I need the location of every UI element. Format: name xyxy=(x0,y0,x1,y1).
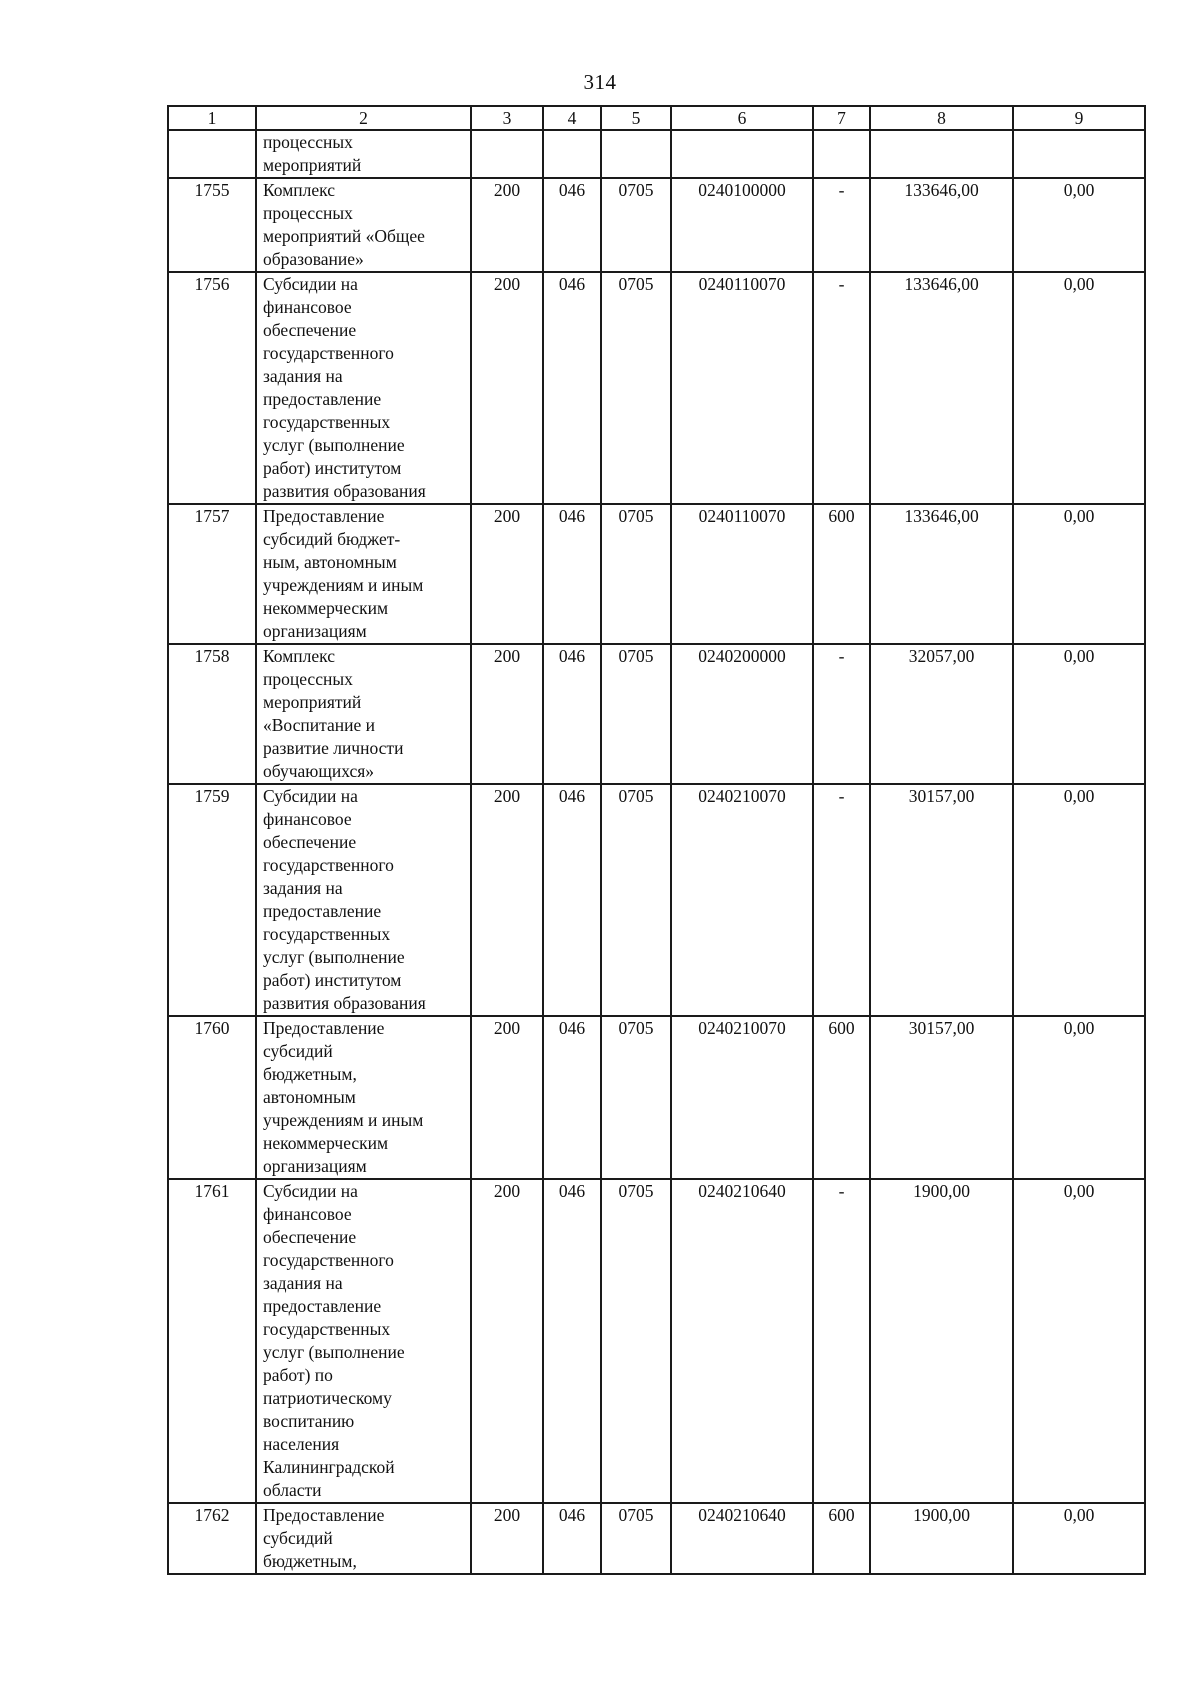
ministry-code-cell: 200 xyxy=(471,784,543,1016)
header-cell: 7 xyxy=(813,106,870,130)
item-name-line: мероприятий xyxy=(263,692,362,712)
item-name-line: работ) по xyxy=(263,1365,333,1385)
header-cell: 8 xyxy=(870,106,1013,130)
target-article-cell: 0240110070 xyxy=(671,504,813,644)
target-article-cell xyxy=(671,130,813,178)
amount-second-cell: 0,00 xyxy=(1013,644,1145,784)
item-name-line: государственного xyxy=(263,855,394,875)
subsection-code-cell: 0705 xyxy=(601,272,671,504)
item-name-line: процессных xyxy=(263,203,353,223)
subsection-code-cell xyxy=(601,130,671,178)
item-name-line: некоммерческим xyxy=(263,1133,389,1153)
item-name-line: Субсидии на xyxy=(263,274,358,294)
item-name-line: развития образования xyxy=(263,993,426,1013)
item-name-line: работ) институтом xyxy=(263,970,402,990)
expense-type-cell: - xyxy=(813,178,870,272)
table-row xyxy=(168,1016,1145,1179)
item-name-line: обучающихся» xyxy=(263,761,375,781)
item-name-line: услуг (выполнение xyxy=(263,435,405,455)
item-name-line: задания на xyxy=(263,366,343,386)
target-article-cell: 0240110070 xyxy=(671,272,813,504)
item-name-line: Комплекс xyxy=(263,646,335,666)
item-name-line: Калининградской xyxy=(263,1457,395,1477)
subsection-code-cell: 0705 xyxy=(601,644,671,784)
header-row xyxy=(168,106,1145,130)
item-name-line: задания на xyxy=(263,878,343,898)
row-number-cell: 1757 xyxy=(168,504,256,644)
amount-second-cell: 0,00 xyxy=(1013,1179,1145,1503)
amount-cell: 1900,00 xyxy=(870,1179,1013,1503)
item-name-line: государственных xyxy=(263,412,391,432)
item-name-line: услуг (выполнение xyxy=(263,1342,405,1362)
ministry-code-cell: 200 xyxy=(471,504,543,644)
item-name-line: учреждениям и иным xyxy=(263,575,424,595)
table-row xyxy=(168,130,1145,178)
amount-cell xyxy=(870,130,1013,178)
row-number-cell: 1758 xyxy=(168,644,256,784)
target-article-cell: 0240100000 xyxy=(671,178,813,272)
item-name-line: финансовое xyxy=(263,297,352,317)
item-name-line: предоставление xyxy=(263,901,382,921)
amount-second-cell: 0,00 xyxy=(1013,1503,1145,1574)
subsection-code-cell: 0705 xyxy=(601,1503,671,1574)
table-row xyxy=(168,178,1145,272)
table-row xyxy=(168,784,1145,1016)
amount-second-cell: 0,00 xyxy=(1013,1016,1145,1179)
section-code-cell: 046 xyxy=(543,272,601,504)
item-name-line: процессных xyxy=(263,132,353,152)
header-cell: 5 xyxy=(601,106,671,130)
item-name-cell xyxy=(256,1016,471,1179)
amount-cell: 133646,00 xyxy=(870,272,1013,504)
row-number-cell: 1759 xyxy=(168,784,256,1016)
ministry-code-cell: 200 xyxy=(471,1503,543,1574)
item-name-line: обеспечение xyxy=(263,1227,357,1247)
item-name-line: мероприятий «Общее xyxy=(263,226,425,246)
item-name-line: предоставление xyxy=(263,1296,382,1316)
item-name-cell xyxy=(256,1503,471,1574)
amount-cell: 30157,00 xyxy=(870,784,1013,1016)
row-number-cell: 1755 xyxy=(168,178,256,272)
item-name-line: патриотическому xyxy=(263,1388,392,1408)
table-row xyxy=(168,504,1145,644)
item-name-cell xyxy=(256,130,471,178)
amount-second-cell: 0,00 xyxy=(1013,272,1145,504)
item-name-line: области xyxy=(263,1480,322,1500)
item-name-cell xyxy=(256,178,471,272)
target-article-cell: 0240210640 xyxy=(671,1179,813,1503)
item-name-line: субсидий xyxy=(263,1041,333,1061)
ministry-code-cell: 200 xyxy=(471,1179,543,1503)
item-name-line: Предоставление xyxy=(263,1018,385,1038)
subsection-code-cell: 0705 xyxy=(601,1016,671,1179)
subsection-code-cell: 0705 xyxy=(601,178,671,272)
table-row xyxy=(168,272,1145,504)
header-cell: 2 xyxy=(256,106,471,130)
item-name-line: государственного xyxy=(263,343,394,363)
expense-type-cell xyxy=(813,130,870,178)
item-name-line: учреждениям и иным xyxy=(263,1110,424,1130)
expense-type-cell: - xyxy=(813,272,870,504)
amount-cell: 133646,00 xyxy=(870,178,1013,272)
item-name-line: финансовое xyxy=(263,1204,352,1224)
page-number: 314 xyxy=(583,70,617,94)
item-name-line: государственных xyxy=(263,924,391,944)
expense-type-cell: - xyxy=(813,784,870,1016)
item-name-line: бюджетным, xyxy=(263,1064,357,1084)
item-name-line: предоставление xyxy=(263,389,382,409)
item-name-line: субсидий бюджет- xyxy=(263,529,401,549)
header-cell: 4 xyxy=(543,106,601,130)
item-name-line: государственных xyxy=(263,1319,391,1339)
section-code-cell: 046 xyxy=(543,504,601,644)
expense-type-cell: 600 xyxy=(813,1016,870,1179)
section-code-cell xyxy=(543,130,601,178)
amount-second-cell: 0,00 xyxy=(1013,504,1145,644)
section-code-cell: 046 xyxy=(543,1179,601,1503)
item-name-cell xyxy=(256,504,471,644)
item-name-line: организациям xyxy=(263,1156,367,1176)
item-name-line: услуг (выполнение xyxy=(263,947,405,967)
amount-second-cell: 0,00 xyxy=(1013,784,1145,1016)
item-name-line: Предоставление xyxy=(263,506,385,526)
subsection-code-cell: 0705 xyxy=(601,504,671,644)
section-code-cell: 046 xyxy=(543,178,601,272)
header-cell: 3 xyxy=(471,106,543,130)
item-name-line: некоммерческим xyxy=(263,598,389,618)
item-name-cell xyxy=(256,1179,471,1503)
ministry-code-cell xyxy=(471,130,543,178)
item-name-line: Субсидии на xyxy=(263,1181,358,1201)
item-name-line: субсидий xyxy=(263,1528,333,1548)
item-name-line: Комплекс xyxy=(263,180,335,200)
item-name-line: финансовое xyxy=(263,809,352,829)
item-name-line: обеспечение xyxy=(263,832,357,852)
item-name-line: процессных xyxy=(263,669,353,689)
section-code-cell: 046 xyxy=(543,1016,601,1179)
amount-cell: 133646,00 xyxy=(870,504,1013,644)
amount-cell: 1900,00 xyxy=(870,1503,1013,1574)
item-name-line: Предоставление xyxy=(263,1505,385,1525)
item-name-line: населения xyxy=(263,1434,340,1454)
ministry-code-cell: 200 xyxy=(471,272,543,504)
expense-type-cell: - xyxy=(813,1179,870,1503)
table-body xyxy=(168,130,1145,1574)
item-name-line: мероприятий xyxy=(263,155,362,175)
item-name-line: «Воспитание и xyxy=(263,715,375,735)
table-row xyxy=(168,1179,1145,1503)
subsection-code-cell: 0705 xyxy=(601,784,671,1016)
item-name-line: задания на xyxy=(263,1273,343,1293)
item-name-line: автономным xyxy=(263,1087,356,1107)
target-article-cell: 0240210640 xyxy=(671,1503,813,1574)
row-number-cell: 1761 xyxy=(168,1179,256,1503)
item-name-line: образование» xyxy=(263,249,364,269)
row-number-cell: 1762 xyxy=(168,1503,256,1574)
amount-cell: 32057,00 xyxy=(870,644,1013,784)
expense-type-cell: 600 xyxy=(813,504,870,644)
header-cell: 9 xyxy=(1013,106,1145,130)
item-name-line: работ) институтом xyxy=(263,458,402,478)
item-name-line: воспитанию xyxy=(263,1411,355,1431)
item-name-cell xyxy=(256,644,471,784)
header-cell: 6 xyxy=(671,106,813,130)
target-article-cell: 0240200000 xyxy=(671,644,813,784)
expense-type-cell: - xyxy=(813,644,870,784)
header-cell: 1 xyxy=(168,106,256,130)
ministry-code-cell: 200 xyxy=(471,1016,543,1179)
amount-cell: 30157,00 xyxy=(870,1016,1013,1179)
item-name-line: обеспечение xyxy=(263,320,357,340)
section-code-cell: 046 xyxy=(543,1503,601,1574)
row-number-cell xyxy=(168,130,256,178)
table-row xyxy=(168,644,1145,784)
amount-second-cell xyxy=(1013,130,1145,178)
section-code-cell: 046 xyxy=(543,784,601,1016)
table-row xyxy=(168,1503,1145,1574)
target-article-cell: 0240210070 xyxy=(671,1016,813,1179)
item-name-line: Субсидии на xyxy=(263,786,358,806)
item-name-cell xyxy=(256,272,471,504)
ministry-code-cell: 200 xyxy=(471,644,543,784)
expense-type-cell: 600 xyxy=(813,1503,870,1574)
item-name-line: развитие личности xyxy=(263,738,404,758)
subsection-code-cell: 0705 xyxy=(601,1179,671,1503)
amount-second-cell: 0,00 xyxy=(1013,178,1145,272)
item-name-line: организациям xyxy=(263,621,367,641)
item-name-line: государственного xyxy=(263,1250,394,1270)
section-code-cell: 046 xyxy=(543,644,601,784)
target-article-cell: 0240210070 xyxy=(671,784,813,1016)
budget-table xyxy=(167,105,1146,1575)
ministry-code-cell: 200 xyxy=(471,178,543,272)
row-number-cell: 1756 xyxy=(168,272,256,504)
item-name-cell xyxy=(256,784,471,1016)
row-number-cell: 1760 xyxy=(168,1016,256,1179)
item-name-line: ным, автономным xyxy=(263,552,397,572)
item-name-line: бюджетным, xyxy=(263,1551,357,1571)
item-name-line: развития образования xyxy=(263,481,426,501)
